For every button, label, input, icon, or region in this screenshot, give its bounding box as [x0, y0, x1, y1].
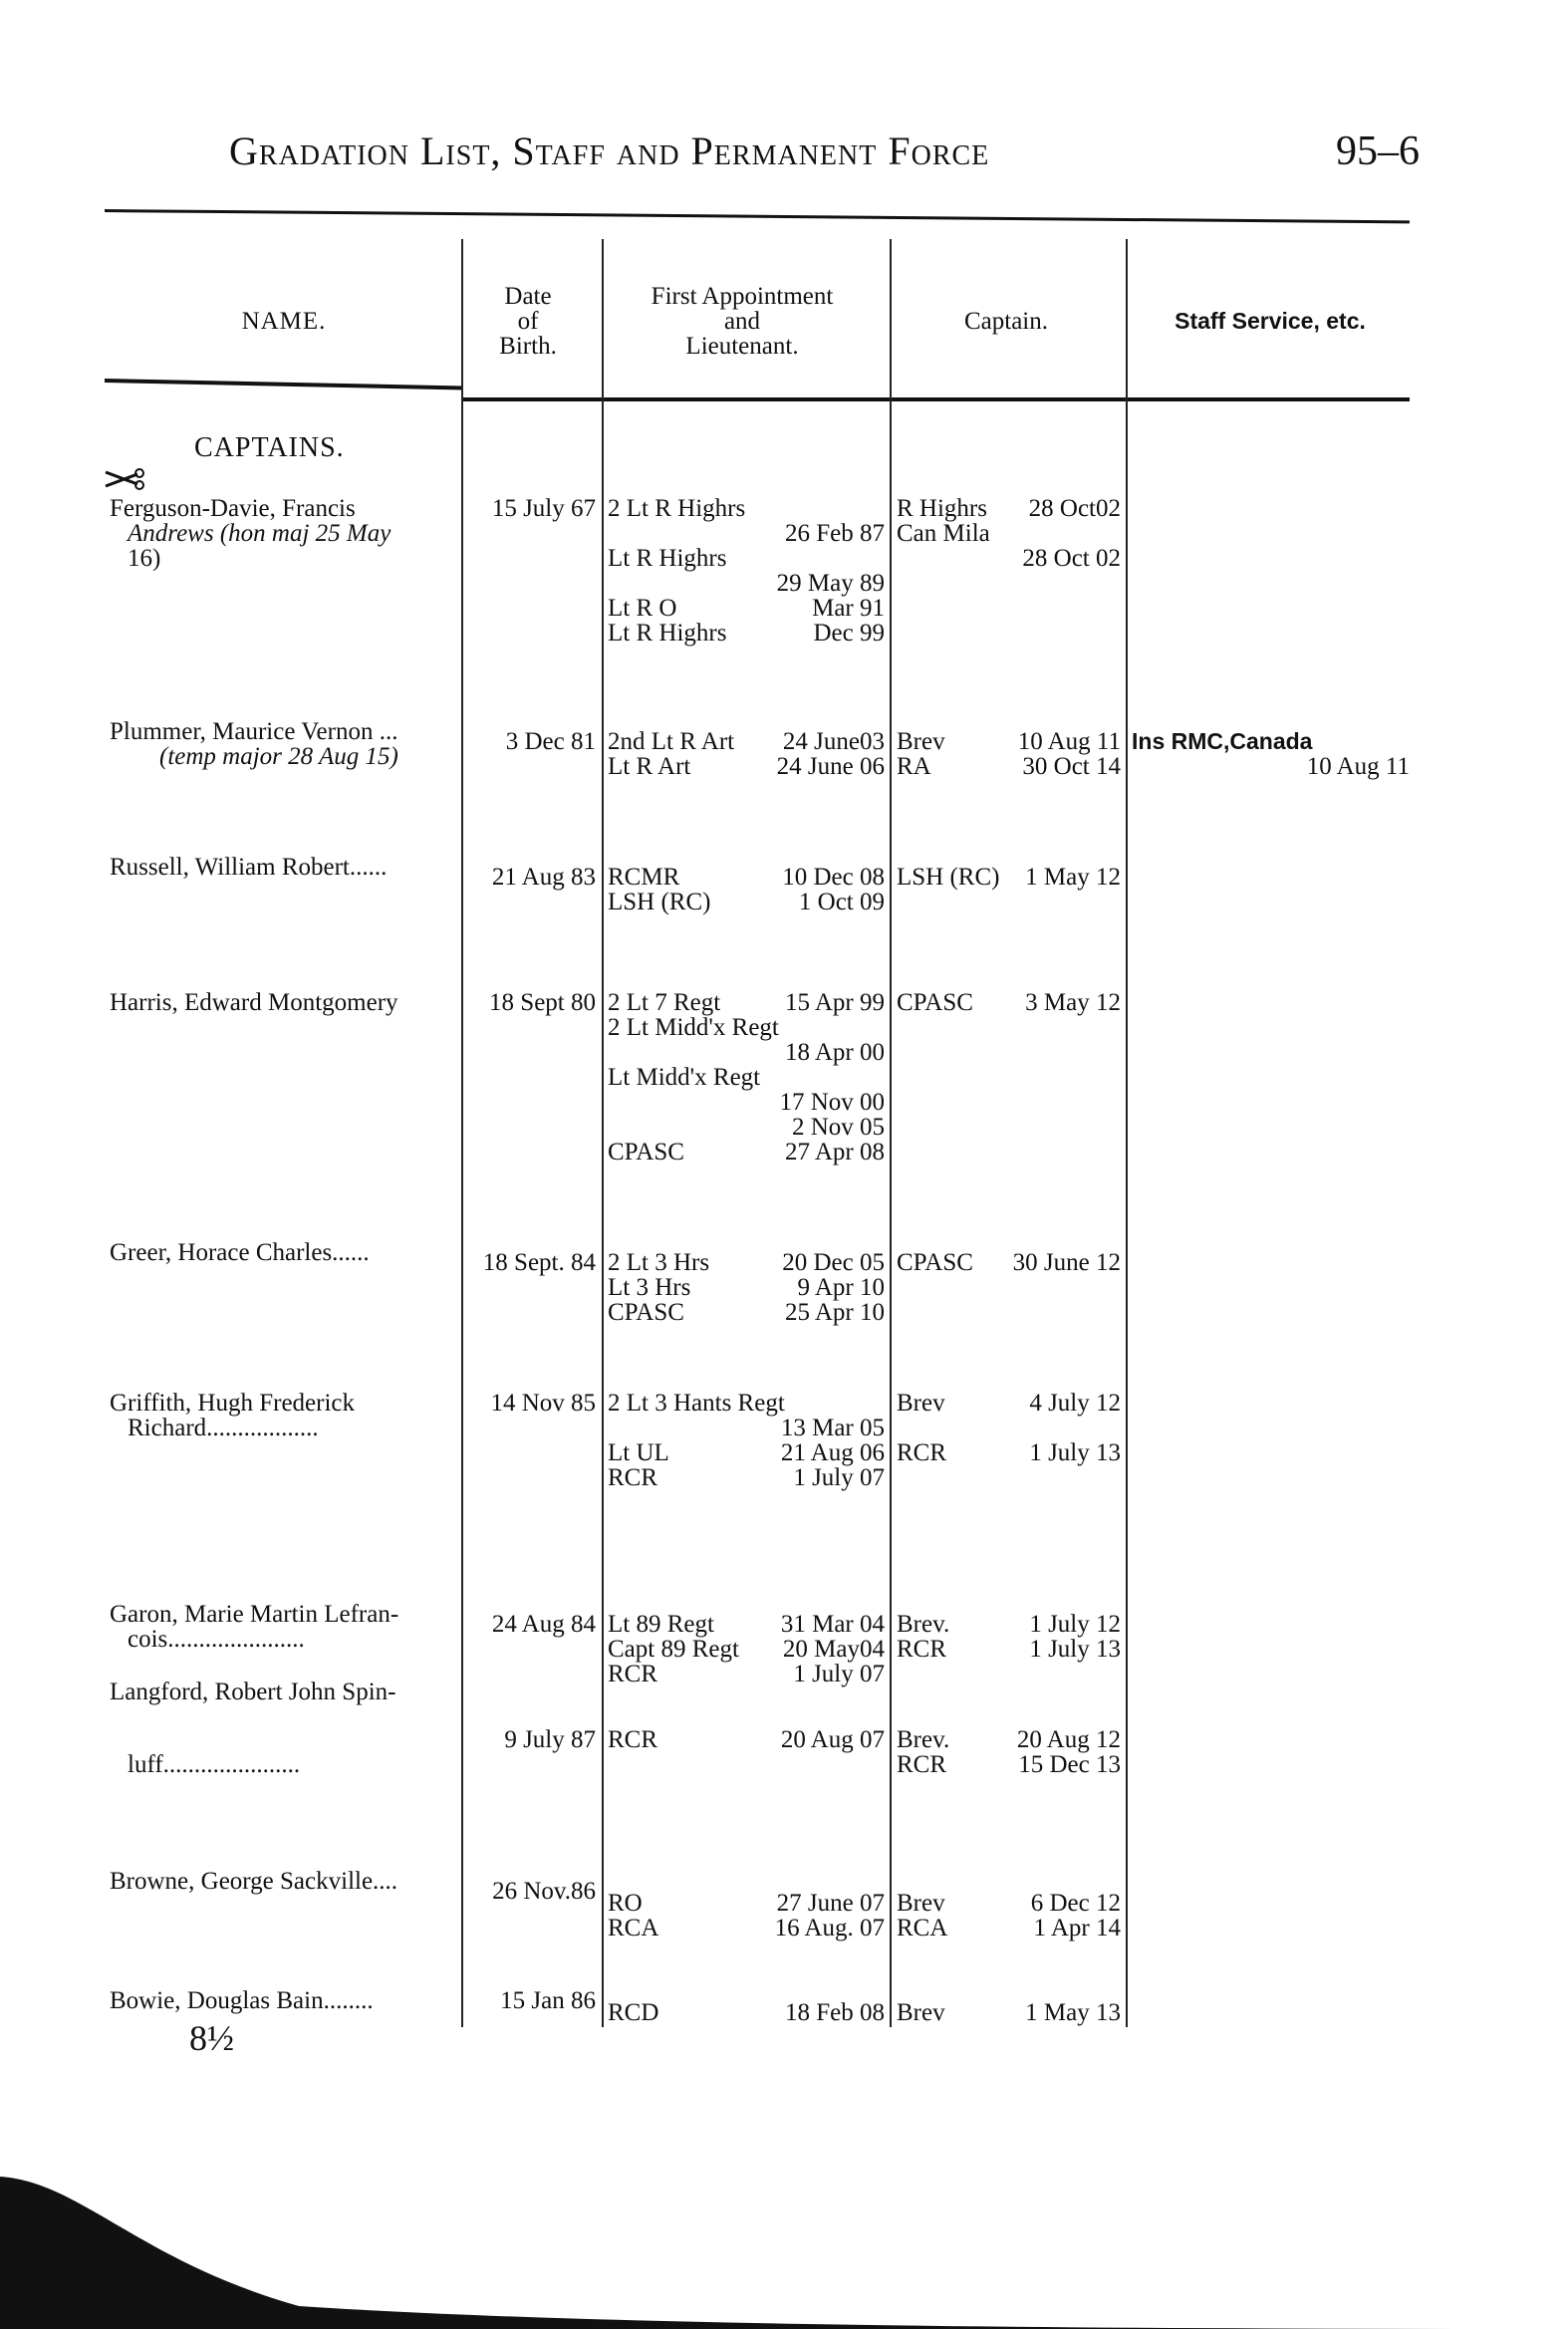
entry-name: Greer, Horace Charles...... [110, 1239, 370, 1266]
scan-shadow-icon [0, 2142, 1568, 2329]
entry-birth-date: 26 Nov.86 [492, 1878, 596, 1905]
header-line: and [723, 308, 761, 335]
top-rule [105, 209, 1410, 223]
first-appointment-label: CPASC [608, 1299, 684, 1326]
captain-label: R Highrs [897, 495, 987, 522]
page-number: 95–6 [1336, 129, 1420, 174]
header-line: Lieutenant. [685, 333, 799, 360]
staff-service-date: 10 Aug 11 [1306, 753, 1410, 780]
first-appointment-label: Lt UL [608, 1439, 669, 1466]
captain-label: RCR [897, 1751, 947, 1778]
first-appointment-date: 24 June 06 [776, 753, 885, 780]
first-appointment-label: Lt R O [608, 595, 677, 622]
first-appointment-label: 2 Lt Midd'x Regt [608, 1014, 779, 1041]
first-appointment-date: 16 Aug. 07 [774, 1915, 885, 1941]
entry-birth-date: 18 Sept. 84 [482, 1249, 596, 1276]
first-appointment-date: 29 May 89 [776, 570, 885, 597]
captain-date: 28 Oct 02 [1022, 545, 1121, 572]
captain-date: 1 Apr 14 [1033, 1915, 1121, 1941]
captain-date: 30 Oct 14 [1022, 753, 1121, 780]
entry-name: luff...................... [128, 1751, 301, 1778]
first-appointment-date: 27 June 07 [776, 1890, 885, 1917]
column-divider [602, 239, 604, 2027]
captain-label: Brev. [897, 1611, 950, 1638]
entry-name: Bowie, Douglas Bain........ [110, 1987, 374, 2014]
captain-label: RCR [897, 1636, 947, 1663]
captain-label: Can Mila [897, 520, 990, 547]
entry-name: 16) [128, 545, 161, 572]
entry-birth-date: 3 Dec 81 [505, 728, 596, 755]
entry-name: (temp major 28 Aug 15) [159, 743, 398, 770]
entry-name: Richard.................. [128, 1415, 319, 1441]
captain-label: Brev [897, 728, 945, 755]
captain-date: 1 July 13 [1029, 1439, 1121, 1466]
column-header-staff-service: Staff Service, etc. [1175, 308, 1366, 334]
first-appointment-label: CPASC [608, 1139, 684, 1165]
first-appointment-date: 25 Apr 10 [785, 1299, 885, 1326]
first-appointment-date: 10 Dec 08 [782, 864, 885, 891]
captain-label: Brev [897, 1390, 945, 1417]
first-appointment-label: RCD [608, 1999, 659, 2026]
captain-date: 1 May 12 [1025, 864, 1121, 891]
entry-name: Griffith, Hugh Frederick [110, 1390, 356, 1417]
column-header-first-appointment [603, 284, 882, 359]
section-title: CAPTAINS. [194, 432, 345, 463]
first-appointment-label: LSH (RC) [608, 889, 711, 915]
first-appointment-date: Mar 91 [812, 595, 885, 622]
header-line: First Appointment [651, 283, 834, 310]
first-appointment-label: Lt 89 Regt [608, 1611, 714, 1638]
first-appointment-date: 31 Mar 04 [780, 1611, 885, 1638]
entry-birth-date: 15 July 67 [491, 495, 596, 522]
folio-mark: 8½ [189, 2018, 234, 2058]
first-appointment-label: 2 Lt 3 Hants Regt [608, 1390, 785, 1417]
captain-date: 1 July 12 [1029, 1611, 1121, 1638]
captain-label: RA [897, 753, 931, 780]
first-appointment-label: Lt 3 Hrs [608, 1274, 691, 1301]
first-appointment-date: 21 Aug 06 [780, 1439, 885, 1466]
captain-date: 4 July 12 [1029, 1390, 1121, 1417]
first-appointment-label: RCA [608, 1915, 659, 1941]
first-appointment-label: Lt R Highrs [608, 545, 727, 572]
first-appointment-label: Capt 89 Regt [608, 1636, 739, 1663]
first-appointment-date: 18 Apr 00 [785, 1039, 885, 1066]
first-appointment-label: RCR [608, 1464, 658, 1491]
entry-birth-date: 9 July 87 [504, 1726, 596, 1753]
first-appointment-date: 1 July 07 [793, 1464, 885, 1491]
first-appointment-date: 20 May04 [782, 1636, 885, 1663]
first-appointment-date: 1 July 07 [793, 1661, 885, 1687]
entry-name: Harris, Edward Montgomery [110, 989, 398, 1016]
first-appointment-date: 2 Nov 05 [791, 1114, 885, 1141]
column-header-name: NAME. [241, 308, 327, 335]
captain-date: 30 June 12 [1012, 1249, 1121, 1276]
first-appointment-date: 1 Oct 09 [798, 889, 885, 915]
captain-label: Brev [897, 1999, 945, 2026]
first-appointment-date: 20 Dec 05 [782, 1249, 885, 1276]
captain-date: 1 July 13 [1029, 1636, 1121, 1663]
column-divider [1126, 239, 1128, 2027]
first-appointment-label: 2 Lt 3 Hrs [608, 1249, 710, 1276]
entry-name: Langford, Robert John Spin- [110, 1679, 396, 1705]
running-title: Gradation List, Staff and Permanent Force [229, 129, 990, 173]
first-appointment-date: 20 Aug 07 [780, 1726, 885, 1753]
captain-date: 3 May 12 [1025, 989, 1121, 1016]
column-header-date-of-birth [468, 284, 588, 359]
entry-name: Andrews (hon maj 25 May [128, 520, 392, 547]
first-appointment-label: Lt R Highrs [608, 620, 727, 647]
captain-label: Brev. [897, 1726, 950, 1753]
entry-name: Russell, William Robert...... [110, 854, 388, 881]
captain-date: 20 Aug 12 [1016, 1726, 1121, 1753]
first-appointment-label: RCR [608, 1726, 658, 1753]
column-header-captain: Captain. [963, 308, 1048, 335]
header-line: of [517, 308, 539, 335]
entry-birth-date: 21 Aug 83 [491, 864, 596, 891]
header-line: Date [504, 283, 552, 310]
captain-label: CPASC [897, 989, 973, 1016]
captain-label: RCA [897, 1915, 948, 1941]
entry-birth-date: 15 Jan 86 [500, 1987, 596, 2014]
captain-label: Brev [897, 1890, 945, 1917]
entry-birth-date: 18 Sept 80 [489, 989, 596, 1016]
first-appointment-label: Lt R Art [608, 753, 691, 780]
entry-name: cois...................... [128, 1626, 305, 1653]
first-appointment-date: 17 Nov 00 [779, 1089, 885, 1116]
first-appointment-label: RCR [608, 1661, 658, 1687]
first-appointment-date: 15 Apr 99 [785, 989, 885, 1016]
first-appointment-label: RCMR [608, 864, 680, 891]
entry-name: Garon, Marie Martin Lefran- [110, 1601, 399, 1628]
first-appointment-label: 2 Lt R Highrs [608, 495, 746, 522]
captain-date: 15 Dec 13 [1018, 1751, 1121, 1778]
staff-service-label: Ins RMC,Canada [1132, 728, 1313, 754]
column-divider [890, 239, 892, 2027]
header-rule-left [105, 379, 463, 390]
captain-label: LSH (RC) [897, 864, 1000, 891]
first-appointment-date: 9 Apr 10 [797, 1274, 885, 1301]
first-appointment-label: 2 Lt 7 Regt [608, 989, 721, 1016]
captain-date: 6 Dec 12 [1030, 1890, 1121, 1917]
captain-label: RCR [897, 1439, 947, 1466]
first-appointment-label: RO [608, 1890, 643, 1917]
first-appointment-label: Lt Midd'x Regt [608, 1064, 761, 1091]
captain-date: 28 Oct02 [1028, 495, 1121, 522]
entry-birth-date: 14 Nov 85 [490, 1390, 596, 1417]
header-rule [463, 397, 1410, 401]
scissors-icon [104, 468, 145, 490]
entry-birth-date: 24 Aug 84 [491, 1611, 596, 1638]
captain-date: 1 May 13 [1025, 1999, 1121, 2026]
first-appointment-date: 18 Feb 08 [785, 1999, 885, 2026]
first-appointment-date: 27 Apr 08 [785, 1139, 885, 1165]
header-line: Birth. [499, 333, 557, 360]
entry-name: Plummer, Maurice Vernon ... [110, 718, 398, 745]
first-appointment-date: 24 June03 [782, 728, 885, 755]
entry-name: Ferguson-Davie, Francis [110, 495, 356, 522]
first-appointment-date: 26 Feb 87 [785, 520, 885, 547]
captain-date: 10 Aug 11 [1017, 728, 1121, 755]
entry-name: Browne, George Sackville.... [110, 1868, 398, 1895]
captain-label: CPASC [897, 1249, 973, 1276]
first-appointment-date: Dec 99 [813, 620, 885, 647]
page-header [229, 128, 1420, 187]
first-appointment-label: 2nd Lt R Art [608, 728, 735, 755]
first-appointment-date: 13 Mar 05 [780, 1415, 885, 1441]
